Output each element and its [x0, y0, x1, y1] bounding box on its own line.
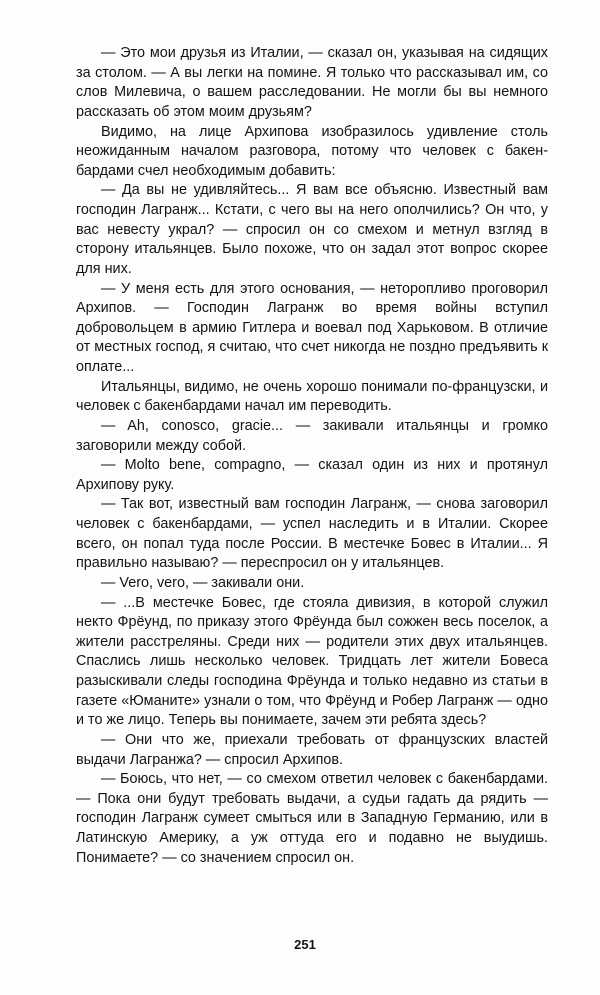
paragraph-9: — Vero, vero, — закивали они. — [101, 574, 305, 591]
paragraph-10: — ...В местечке Бовес, где стояла дивизия, в которой служил некто Фрёунд, по приказу этого Фрёунда был сожжен весь поселок, а жители расстреляны. Среди них — родители этих двух итальянцев. Спаслись лишь несколько человек. Тридцать лет жители Бовеса разыскивали следы господина Фрёунда и только недавно из статьи в газете «Юманите» узнали о том, что Фрёунд и Робер Лагранж — одно и то же лицо. Теперь вы понимаете, зачем эти ребята здесь? — [76, 594, 548, 729]
paragraph-2: Видимо, на лице Архипова изобразилось удивление столь неожиданным началом разговора, потому что человек с бакенбардами счел необходимым добавить: — [76, 123, 548, 179]
paragraph-12: — Боюсь, что нет, — со смехом ответил человек с бакенбардами. — Пока они будут требовать выдачи, а судьи гадать да рядить — господин Лагранж сумеет смыться или в Западную Германию, или в Латинскую Америку, а уж оттуда его и подавно не выудишь. Понимаете? — со значением спросил он. — [76, 771, 548, 866]
paragraph-4: — У меня есть для этого основания, — неторопливо проговорил Архипов. — Господин Лагранж во время войны вступил добровольцем в армию Гитлера и воевал под Харьковом. В отличие от местных господ, я считаю, что счет никогда не поздно предъявить к оплате... — [76, 280, 548, 375]
paragraph-1: — Это мои друзья из Италии, — сказал он, указывая на сидящих за столом. — А вы легки на помине. Я только что рассказывал им, со слов Милевича, о вашем расследовании. Не могли бы вы немного рассказать об этом моим друзьям? — [76, 45, 548, 120]
paragraph-8: — Так вот, известный вам господин Лагранж, — снова заговорил человек с бакенбардами, — успел наследить и в Италии. Скорее всего, он попал туда после России. В местечке Бовес в Италии... Я правильно называю? — переспросил он у итальянцев. — [76, 496, 548, 572]
paragraph-7: — Molto bene, compagno, — сказал один из них и протянул Архипову руку. — [76, 457, 548, 493]
paragraph-3: — Да вы не удивляйтесь... Я вам все объясню. Известный вам господин Лагранж... Кстати, с чего вы на него ополчились? Он что, у вас невесту украл? — спросил он со смехом и метнул взгляд в сторону итальянцев. Было похоже, что он задал этот вопрос скорее для них. — [76, 182, 548, 277]
paragraph-11: — Они что же, приехали требовать от французских властей выдачи Лагранжа? — спросил Архипов. — [76, 731, 548, 768]
paragraph-6: — Ah, conosco, gracie... — закивали итальянцы и громко заговорили между собой. — [76, 417, 548, 454]
page-number: 251 — [294, 937, 316, 952]
text-body — [76, 44, 548, 868]
paragraph-5: Итальянцы, видимо, не очень хорошо понимали по-французски, и человек с бакенбардами начал им переводить. — [76, 378, 548, 415]
